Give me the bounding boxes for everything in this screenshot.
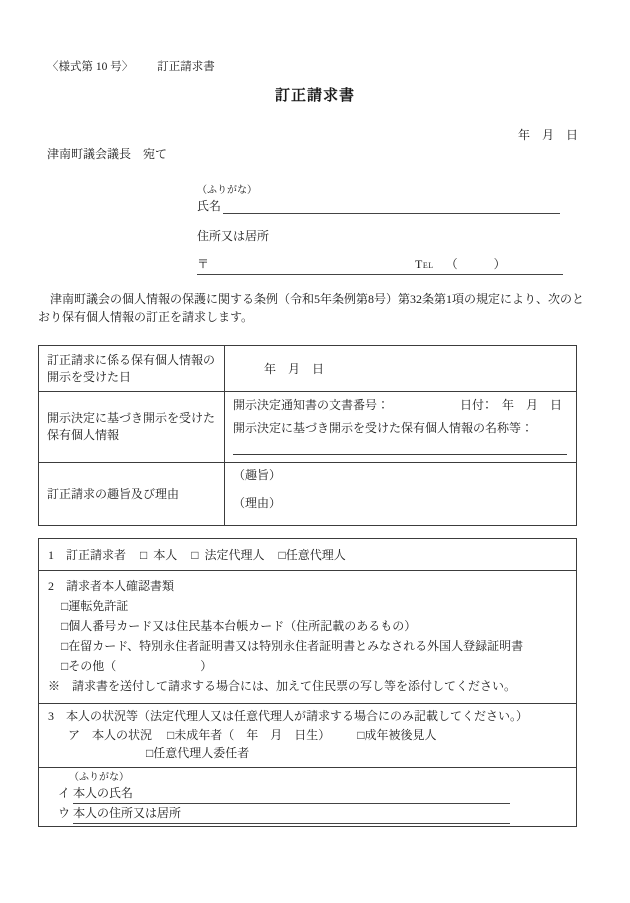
checkbox-icon[interactable]: □ xyxy=(61,659,69,673)
principal-address-row xyxy=(58,804,576,824)
form-number: 〈様式第 10 号〉 xyxy=(47,61,134,73)
requester-option-self xyxy=(140,546,177,563)
requester-details-table xyxy=(38,538,577,827)
reason-label: （理由） xyxy=(233,496,282,510)
id-doc-item-mynumber xyxy=(39,616,576,636)
row-prefix: イ xyxy=(58,785,71,800)
checkbox-icon[interactable]: □ xyxy=(167,727,175,742)
id-doc-item-license xyxy=(39,596,576,616)
purpose-reason-cell xyxy=(225,463,576,525)
address-label: 住所又は居所 xyxy=(197,229,270,243)
postal-mark-icon: 〒 xyxy=(197,257,210,271)
doc-number-label: 開示決定通知書の文書番号： xyxy=(233,398,390,412)
id-documents-row xyxy=(39,570,576,703)
principal-name-row xyxy=(58,784,576,804)
id-doc-label: 個人番号カード又は住民基本台帳カード（住所記載のあるもの） xyxy=(68,619,417,633)
furigana-label: （ふりがな） xyxy=(69,771,129,783)
request-info-table xyxy=(38,345,577,526)
option-label: 未成年者（ 年 月 日生） xyxy=(174,727,331,742)
document-title: 訂正請求書 xyxy=(274,88,355,104)
principal-status-row xyxy=(39,703,576,767)
option-label: 任意代理人 xyxy=(285,548,346,562)
tel-label: Tel xyxy=(415,257,434,271)
id-doc-item-residence-card xyxy=(39,636,576,656)
doc-number-row xyxy=(225,397,576,414)
intro-line-1: 津南町議会の個人情報の保護に関する条例（令和5年条例第8号）第32条第1項の規定により、次のと xyxy=(38,292,585,306)
requester-heading: 1 訂正請求者 xyxy=(48,548,127,562)
purpose-label: （趣旨） xyxy=(233,468,282,482)
status-sub-label: ア 本人の状況 xyxy=(68,727,153,742)
checkbox-icon[interactable]: □ xyxy=(61,619,69,633)
disclosed-info-label: 開示決定に基づき開示を受けた保有個人情報 xyxy=(39,392,225,463)
postal-tel-row[interactable] xyxy=(197,255,563,275)
checkbox-icon[interactable]: □ xyxy=(140,548,148,562)
option-label: 成年被後見人 xyxy=(364,727,437,742)
table-row xyxy=(39,463,577,526)
checkbox-icon[interactable]: □ xyxy=(357,727,365,742)
name-field-row xyxy=(197,197,560,214)
table-row xyxy=(39,392,577,463)
checkbox-icon[interactable]: □ xyxy=(191,548,199,562)
furigana-label: （ふりがな） xyxy=(197,185,257,196)
row-prefix: ウ xyxy=(58,805,71,820)
intro-line-2: おり保有個人情報の訂正を請求します。 xyxy=(38,309,254,324)
id-doc-label: その他（ ） xyxy=(68,659,213,673)
status-option-adult-ward xyxy=(357,728,436,742)
form-number-line xyxy=(47,0,630,74)
option-label: 本人 xyxy=(153,548,178,562)
principal-status-options-line2 xyxy=(39,744,576,763)
id-documents-heading: 2 請求者本人確認書類 xyxy=(48,579,175,593)
principal-status-heading: 3 本人の状況等（法定代理人又は任意代理人が請求する場合にのみ記載してください。） xyxy=(48,709,529,723)
date-line: 年 月 日 xyxy=(517,128,578,142)
requester-type-row xyxy=(39,539,576,570)
name-input-line[interactable] xyxy=(223,197,560,214)
info-name-input-line[interactable] xyxy=(233,454,567,455)
name-label: 氏名 xyxy=(197,199,222,213)
disclosure-date-label: 訂正請求に係る保有個人情報の開示を受けた日 xyxy=(39,346,225,392)
id-doc-label: 在留カード、特別永住者証明書又は特別永住者証明書とみなされる外国人登録証明書 xyxy=(68,639,524,653)
principal-info-row xyxy=(39,767,576,826)
principal-status-options-line1 xyxy=(39,726,576,745)
disclosed-info-cell xyxy=(225,392,576,462)
checkbox-icon[interactable]: □ xyxy=(146,746,154,760)
status-option-minor xyxy=(167,728,333,742)
id-doc-label: 運転免許証 xyxy=(68,599,129,613)
requester-option-voluntary-rep xyxy=(279,546,346,563)
option-label: 法定代理人 xyxy=(204,548,265,562)
mailing-note: ※ 請求書を送付して請求する場合には、加えて住民票の写し等を添付してください。 xyxy=(48,679,517,693)
intro-paragraph xyxy=(38,291,592,326)
checkbox-icon[interactable]: □ xyxy=(278,548,286,562)
info-name-label: 開示決定に基づき開示を受けた保有個人情報の名称等： xyxy=(233,421,534,435)
applicant-block xyxy=(197,181,630,275)
option-label: 任意代理人委任者 xyxy=(153,746,250,760)
table-row xyxy=(39,346,577,392)
checkbox-icon[interactable]: □ xyxy=(61,639,69,653)
id-doc-item-other xyxy=(39,656,576,676)
tel-parens: （ ） xyxy=(445,257,506,271)
checkbox-icon[interactable]: □ xyxy=(61,599,69,613)
requester-option-legal-rep xyxy=(191,546,264,563)
principal-name-input-line[interactable]: 本人の氏名 xyxy=(73,784,510,804)
addressee: 津南町議会議長 宛て xyxy=(47,147,168,161)
doc-date-label: 日付： 年 月 日 xyxy=(459,398,562,412)
purpose-reason-label: 訂正請求の趣旨及び理由 xyxy=(39,463,225,526)
form-number-title: 訂正請求書 xyxy=(157,61,215,73)
disclosure-date-value: 年 月 日 xyxy=(264,362,325,376)
principal-address-input-line[interactable]: 本人の住所又は居所 xyxy=(73,804,510,824)
